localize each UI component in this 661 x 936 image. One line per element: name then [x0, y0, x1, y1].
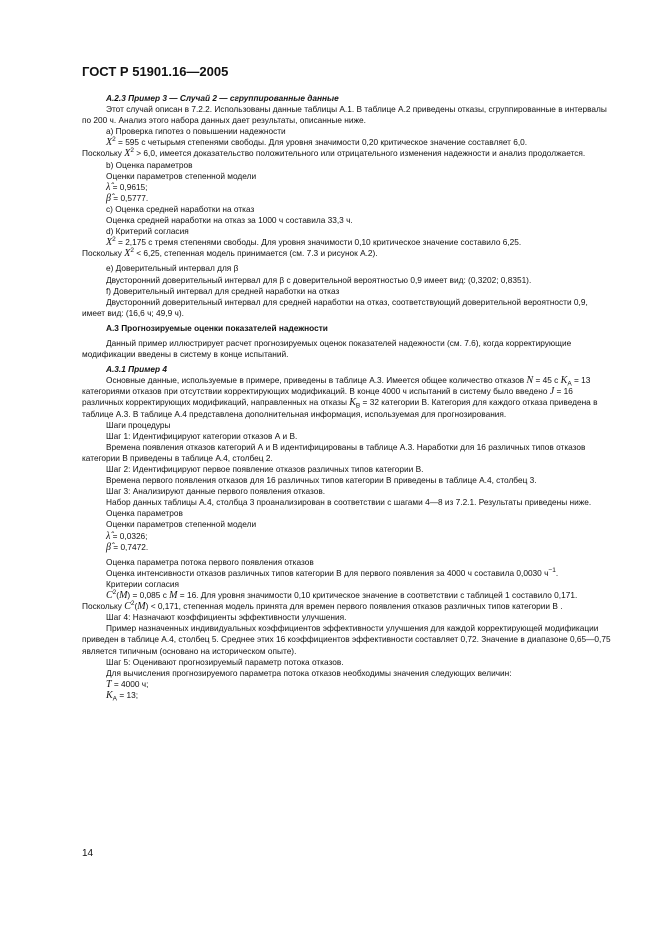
- flow-text: Оценка интенсивности отказов различных типов категории В для первого появления за 4000 ч составила 0,0030 $ч^{-1}$.: [106, 567, 559, 578]
- step-4-text: Пример назначенных индивидуальных коэффициентов эффективности улучшения для каждой корректирующей модификации приведен в таблице А.4, столбец 5. Среднее этих 16 коэффициентов эффективности составляет 0,72. Значение в диапазоне 0,65—0,75 является типичным (основано на историческом опыте).: [82, 623, 611, 656]
- item-c: с) Оценка средней наработки на отказ: [106, 203, 255, 214]
- section-heading-a3: А.3 Прогнозируемые оценки показателей надежности: [106, 322, 328, 333]
- item-a-text1: $X^2 = 595$ с четырьмя степенями свободы. Для уровня значимости 0,20 критическое значение составляет 6,0.: [106, 136, 528, 149]
- beta-estimate: β̂ = 0,5777.: [106, 192, 149, 204]
- item-b-sub: Оценки параметров степенной модели: [106, 170, 257, 181]
- page-header: ГОСТ Р 51901.16—2005: [82, 64, 229, 79]
- item-e-text: Двусторонний доверительный интервал для β с доверительной вероятностью 0,9 имеет вид: (0,3202; 0,8351).: [106, 274, 532, 285]
- step-3: Шаг 3: Анализируют данные первого появления отказов.: [106, 486, 326, 497]
- lambda-estimate: λ̂ = 0,9615;: [106, 181, 148, 193]
- step-2: Шаг 2: Идентифицируют первое появление отказов различных типов категории В.: [106, 464, 424, 474]
- steps-title: Шаги процедуры: [106, 419, 171, 430]
- step-2-text: Времена первого появления отказов для 16 различных типов категории В приведены в таблице А.4, столбец 3.: [106, 475, 537, 486]
- step-5: Шаг 5: Оценивают прогнозируемый параметр потока отказов.: [106, 656, 344, 667]
- step-5-text: Для вычисления прогнозируемого параметра потока отказов необходимы значения следующих величин:: [106, 667, 512, 678]
- item-b: b) Оценка параметров: [106, 159, 193, 170]
- step-1-text: Времена появления отказов категорий А и В идентифицированы в таблице А.3. Наработки для 16 различных типов отказов категории В приведены в таблице А.4, столбец 2.: [82, 441, 586, 463]
- item-a: а) Проверка гипотез о повышении надежности: [106, 126, 286, 137]
- section-heading-a23: А.2.3 Пример 3 — Случай 2 — сгруппированные данные: [106, 93, 339, 103]
- t-value: T = 4000 ч;: [106, 678, 149, 690]
- step-1: Шаг 1: Идентифицируют категории отказов А и В.: [106, 430, 298, 441]
- paragraph: Основные данные, используемые в примере, приведены в таблице А.3. Имеется общее количество отказов N = 45 с $K_A = 13$ категориями отказов при отсутствии корректирующих модификаций. В конце 4000 ч испытаний в систему было введено J = 16 различных корректирующих модификаций, направленных на отказы $K_B = 32$ категории В. Категория для каждого отказа приведена в таблице А.3. В таблице А.4 представлена дополнительная информация, используемая для прогнозирования.: [82, 375, 598, 419]
- estimate-sub: Оценки параметров степенной модели: [106, 519, 257, 530]
- item-e: е) Доверительный интервал для β: [106, 263, 239, 274]
- criteria-label: Критерии согласия: [106, 578, 180, 589]
- flow-label: Оценка параметра потока первого появления отказов: [106, 556, 314, 567]
- paragraph: Этот случай описан в 7.2.2. Использованы данные таблицы А.1. В таблице А.2 приведены отказы, сгруппированные в интервалы по 200 ч. Анализ этого набора данных дает результаты, описанные ниже.: [82, 104, 607, 126]
- paragraph: Данный пример иллюстрирует расчет прогнозируемых оценок показателей надежности (см. 7.6), когда корректирующие модификации введены в систему в конце испытаний.: [82, 337, 572, 360]
- document-body: [82, 93, 612, 701]
- step-4: Шаг 4: Назначают коэффициенты эффективности улучшения.: [106, 612, 347, 623]
- item-d: d) Критерий согласия: [106, 226, 189, 237]
- estimate-label: Оценка параметров: [106, 508, 183, 519]
- item-f: f) Доверительный интервал для средней наработки на отказ: [106, 285, 340, 296]
- page-number: 14: [82, 848, 94, 859]
- lambda-estimate: λ̂ = 0,0326;: [106, 530, 148, 542]
- item-a-text2: Поскольку $X^2 > 6,0$, имеется доказательство положительного или отрицательного изменения надежности и анализ продолжается.: [82, 147, 586, 160]
- item-f-text: Двусторонний доверительный интервал для средней наработки на отказ, соответствующий доверительной вероятности 0,9, имеет вид: (16,6 ч; 49,9 ч).: [82, 296, 588, 318]
- item-d-text1: $X^2 = 2,175$ с тремя степенями свободы. Для уровня значимости 0,10 критическое значение составило 6,25.: [106, 236, 522, 249]
- item-c-text: Оценка средней наработки на отказ за 1000 ч составила 33,3 ч.: [106, 215, 353, 226]
- criteria-text: $C^2(M) = 0,085$ с M = 16. Для уровня значимости 0,10 критическое значение в соответствии с таблицей 1 составило 0,171. Поскольку $C^2(M) < 0,171$, степенная модель принята для времен первого появления отказов различных типов категории В .: [82, 589, 578, 613]
- beta-estimate: β̂ = 0,7472.: [106, 541, 149, 553]
- step-3-text: Набор данных таблицы А.4, столбца 3 проанализирован в соответствии с шагами 4—8 из 7.2.1. Результаты приведены ниже.: [106, 497, 592, 508]
- ka-value: $K_A = 13$;: [106, 689, 139, 703]
- section-heading-a31: А.3.1 Пример 4: [106, 364, 167, 375]
- item-d-text2: Поскольку $X^2 < 6,25$, степенная модель принимается (см. 7.3 и рисунок А.2).: [82, 247, 378, 260]
